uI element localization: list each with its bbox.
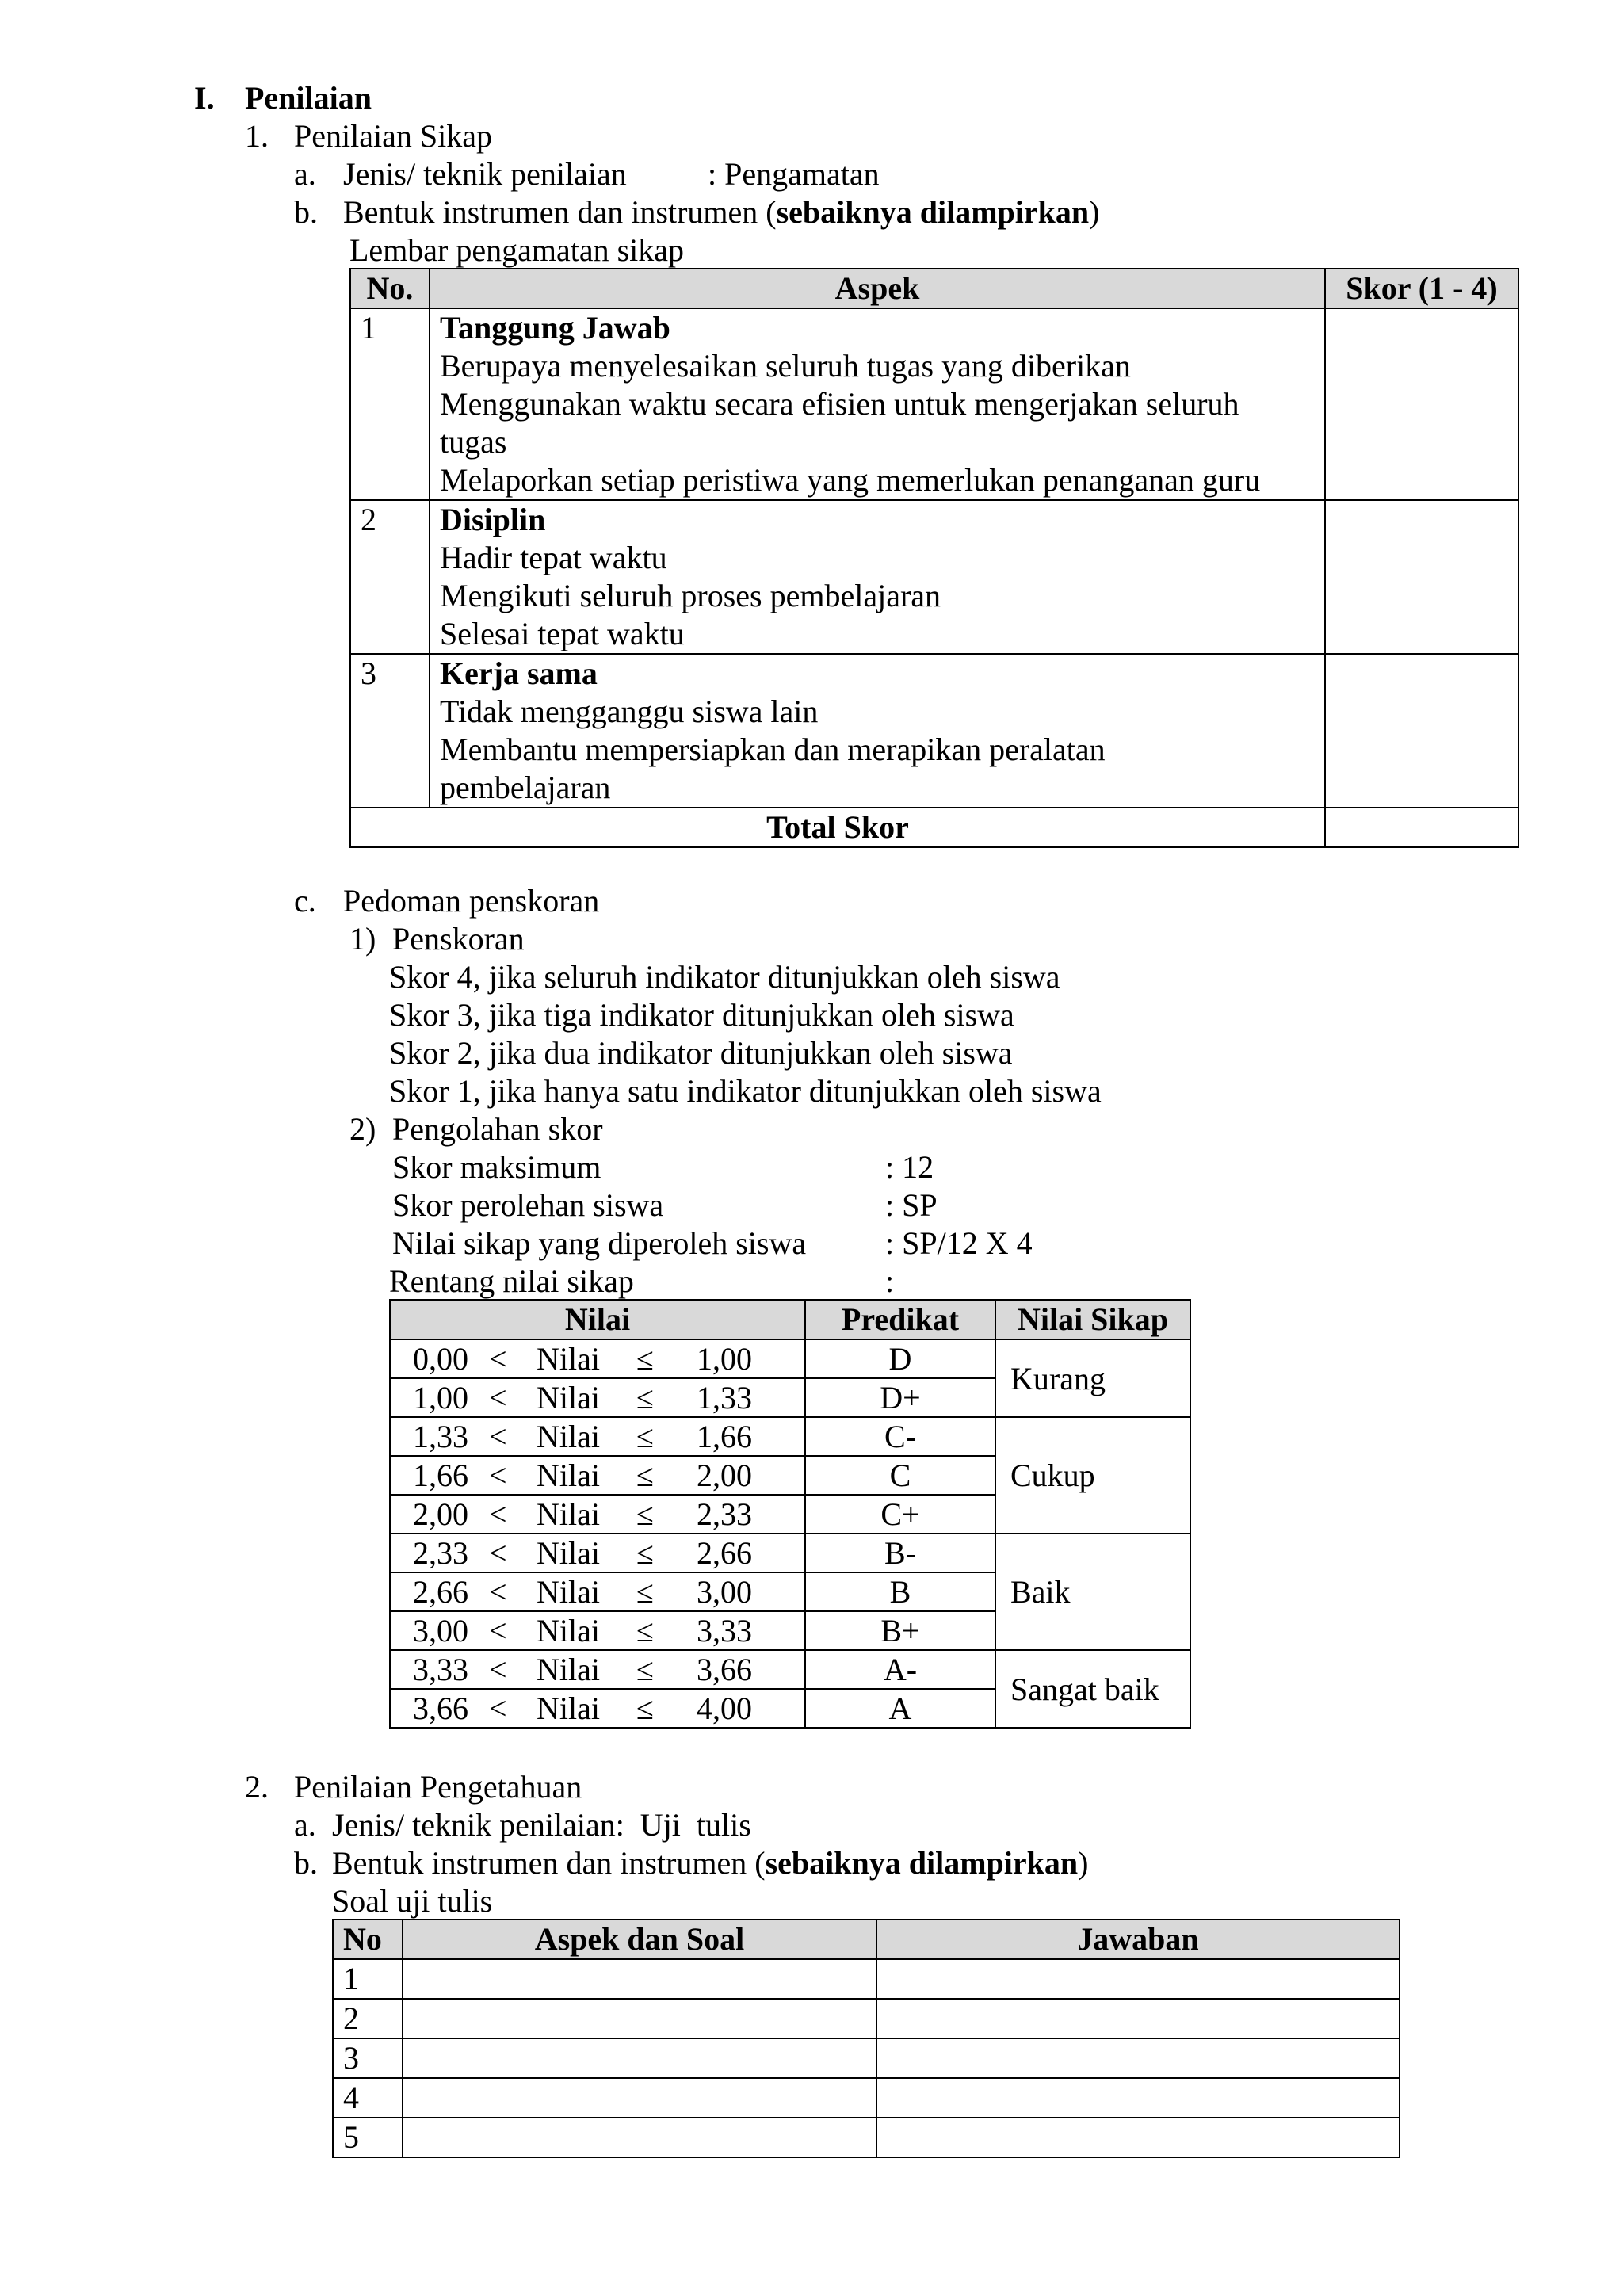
item-letter: a. bbox=[294, 156, 316, 192]
nilai-high: 1,00 bbox=[697, 1341, 752, 1377]
indikator: Selesai tepat waktu bbox=[440, 616, 685, 651]
less-than-sign: < bbox=[489, 1457, 507, 1493]
less-than-sign: < bbox=[489, 1535, 507, 1571]
pengolahan-label: Skor perolehan siswa bbox=[392, 1187, 664, 1223]
item-letter: a. bbox=[294, 1807, 316, 1843]
total-skor-label: Total Skor bbox=[350, 808, 1325, 847]
less-than-sign: < bbox=[489, 1496, 507, 1532]
pengolahan-label: Skor maksimum bbox=[392, 1149, 601, 1185]
penskoran-title: Penskoran bbox=[392, 921, 525, 957]
nilai-high: 1,66 bbox=[697, 1419, 752, 1454]
bentuk-instrumen-text: Bentuk instrumen dan instrumen (sebaiknya dilampirkan) bbox=[343, 194, 1100, 230]
indikator: Tidak mengganggu siswa lain bbox=[440, 693, 819, 729]
less-than-sign: < bbox=[489, 1574, 507, 1610]
header-skor: Skor (1 - 4) bbox=[1325, 269, 1518, 308]
less-equal-sign: ≤ bbox=[636, 1652, 654, 1687]
nilai-high: 2,66 bbox=[697, 1535, 752, 1571]
subsection-title: Penilaian Pengetahuan bbox=[294, 1769, 582, 1805]
rentang-nilai-table bbox=[389, 1299, 1191, 1729]
item-letter: c. bbox=[294, 883, 316, 919]
nilai-range bbox=[390, 1495, 805, 1534]
row-number: 1 bbox=[333, 1959, 403, 1999]
indikator: Melaporkan setiap peristiwa yang memerlukan penanganan guru bbox=[440, 462, 1261, 498]
less-equal-sign: ≤ bbox=[636, 1419, 654, 1454]
item-letter: b. bbox=[294, 194, 318, 230]
row-number: 3 bbox=[333, 2038, 403, 2078]
list-number: 1) bbox=[349, 921, 376, 957]
penskoran-line: Skor 3, jika tiga indikator ditunjukkan oleh siswa bbox=[389, 997, 1014, 1033]
pengolahan-value: : bbox=[885, 1263, 895, 1299]
row-number: 5 bbox=[333, 2118, 403, 2157]
less-than-sign: < bbox=[489, 1690, 507, 1726]
less-equal-sign: ≤ bbox=[636, 1457, 654, 1493]
table-row bbox=[333, 2118, 1400, 2157]
less-than-sign: < bbox=[489, 1341, 507, 1377]
table-row bbox=[390, 1339, 1190, 1378]
nilai-word: Nilai bbox=[537, 1341, 600, 1377]
table-row bbox=[333, 2038, 1400, 2078]
table-row bbox=[390, 1650, 1190, 1689]
pengolahan-label: Rentang nilai sikap bbox=[389, 1263, 634, 1299]
jawaban-cell bbox=[876, 1999, 1400, 2038]
list-number: 2) bbox=[349, 1111, 376, 1147]
nilai-low: 3,33 bbox=[413, 1652, 468, 1687]
predikat-cell: D bbox=[805, 1339, 995, 1378]
nilai-high: 3,66 bbox=[697, 1652, 752, 1687]
nilai-word: Nilai bbox=[537, 1380, 600, 1415]
nilai-word: Nilai bbox=[537, 1535, 600, 1571]
subsection-number: 2. bbox=[245, 1769, 269, 1805]
penskoran-line: Skor 1, jika hanya satu indikator ditunjukkan oleh siswa bbox=[389, 1073, 1102, 1109]
nilai-range bbox=[390, 1456, 805, 1495]
table-row bbox=[333, 2078, 1400, 2118]
aspek-soal-cell bbox=[403, 1959, 876, 1999]
skor-cell bbox=[1325, 308, 1518, 500]
nilai-range bbox=[390, 1572, 805, 1611]
row-number: 2 bbox=[333, 1999, 403, 2038]
aspek-title: Tanggung Jawab bbox=[440, 310, 670, 346]
nilai-low: 1,00 bbox=[413, 1380, 468, 1415]
nilai-high: 3,33 bbox=[697, 1613, 752, 1648]
jenis-teknik-label: Jenis/ teknik penilaian bbox=[343, 156, 627, 192]
predikat-cell: A- bbox=[805, 1650, 995, 1689]
nilai-low: 2,33 bbox=[413, 1535, 468, 1571]
aspek-title: Kerja sama bbox=[440, 655, 598, 691]
jawaban-cell bbox=[876, 2038, 1400, 2078]
nilai-high: 1,33 bbox=[697, 1380, 752, 1415]
total-skor-cell bbox=[1325, 808, 1518, 847]
nilai-word: Nilai bbox=[537, 1457, 600, 1493]
penskoran-line: Skor 4, jika seluruh indikator ditunjukkan oleh siswa bbox=[389, 959, 1060, 995]
predikat-cell: A bbox=[805, 1689, 995, 1728]
nilai-low: 2,00 bbox=[413, 1496, 468, 1532]
less-than-sign: < bbox=[489, 1613, 507, 1648]
nilai-range bbox=[390, 1417, 805, 1456]
nilai-word: Nilai bbox=[537, 1574, 600, 1610]
aspek-cell bbox=[430, 308, 1325, 500]
header-no: No. bbox=[350, 269, 430, 308]
less-than-sign: < bbox=[489, 1380, 507, 1415]
nilai-word: Nilai bbox=[537, 1613, 600, 1648]
nilai-range bbox=[390, 1689, 805, 1728]
section-number: I. bbox=[194, 80, 215, 116]
header-jawaban: Jawaban bbox=[876, 1920, 1400, 1959]
pengolahan-value: : SP/12 X 4 bbox=[885, 1225, 1033, 1261]
nilai-range bbox=[390, 1339, 805, 1378]
nilai-word: Nilai bbox=[537, 1419, 600, 1454]
table-row bbox=[350, 500, 1518, 654]
indikator: Membantu mempersiapkan dan merapikan peralatan bbox=[440, 732, 1106, 767]
less-equal-sign: ≤ bbox=[636, 1613, 654, 1648]
nilai-range bbox=[390, 1534, 805, 1572]
aspek-cell bbox=[430, 500, 1325, 654]
pengolahan-label: Nilai sikap yang diperoleh siswa bbox=[392, 1225, 807, 1261]
nilai-sikap-cell: Baik bbox=[995, 1534, 1190, 1650]
item-letter: b. bbox=[294, 1845, 318, 1881]
pedoman-title: Pedoman penskoran bbox=[343, 883, 600, 919]
nilai-word: Nilai bbox=[537, 1690, 600, 1726]
less-than-sign: < bbox=[489, 1419, 507, 1454]
jawaban-cell bbox=[876, 1959, 1400, 1999]
total-row bbox=[350, 808, 1518, 847]
table-row bbox=[350, 654, 1518, 808]
predikat-cell: B- bbox=[805, 1534, 995, 1572]
nilai-range bbox=[390, 1611, 805, 1650]
lembar-label: Lembar pengamatan sikap bbox=[349, 232, 685, 268]
row-number: 4 bbox=[333, 2078, 403, 2118]
aspek-soal-cell bbox=[403, 2038, 876, 2078]
indikator: pembelajaran bbox=[440, 770, 611, 805]
nilai-range bbox=[390, 1378, 805, 1417]
indikator: Hadir tepat waktu bbox=[440, 540, 667, 575]
subsection-title: Penilaian Sikap bbox=[294, 118, 492, 154]
predikat-cell: C+ bbox=[805, 1495, 995, 1534]
less-than-sign: < bbox=[489, 1652, 507, 1687]
table-row bbox=[390, 1534, 1190, 1572]
nilai-word: Nilai bbox=[537, 1496, 600, 1532]
aspek-soal-cell bbox=[403, 1999, 876, 2038]
indikator: Berupaya menyelesaikan seluruh tugas yang diberikan bbox=[440, 348, 1131, 384]
less-equal-sign: ≤ bbox=[636, 1341, 654, 1377]
nilai-sikap-cell: Sangat baik bbox=[995, 1650, 1190, 1728]
skor-cell bbox=[1325, 654, 1518, 808]
less-equal-sign: ≤ bbox=[636, 1690, 654, 1726]
nilai-low: 2,66 bbox=[413, 1574, 468, 1610]
nilai-high: 2,33 bbox=[697, 1496, 752, 1532]
row-number: 1 bbox=[350, 308, 430, 500]
indikator: Menggunakan waktu secara efisien untuk mengerjakan seluruh bbox=[440, 386, 1239, 422]
pengolahan-title: Pengolahan skor bbox=[392, 1111, 603, 1147]
jawaban-cell bbox=[876, 2078, 1400, 2118]
jenis-teknik-text: Jenis/ teknik penilaian: Uji tulis bbox=[332, 1807, 751, 1843]
header-aspek-soal: Aspek dan Soal bbox=[403, 1920, 876, 1959]
nilai-high: 2,00 bbox=[697, 1457, 752, 1493]
header-nilai: Nilai bbox=[390, 1300, 805, 1339]
less-equal-sign: ≤ bbox=[636, 1496, 654, 1532]
predikat-cell: B bbox=[805, 1572, 995, 1611]
predikat-cell: D+ bbox=[805, 1378, 995, 1417]
bentuk-instrumen-text: Bentuk instrumen dan instrumen (sebaiknya dilampirkan) bbox=[332, 1845, 1089, 1881]
nilai-low: 0,00 bbox=[413, 1341, 468, 1377]
soal-label: Soal uji tulis bbox=[332, 1883, 493, 1919]
nilai-high: 4,00 bbox=[697, 1690, 752, 1726]
subsection-number: 1. bbox=[245, 118, 269, 154]
row-number: 3 bbox=[350, 654, 430, 808]
pengolahan-value: : 12 bbox=[885, 1149, 934, 1185]
predikat-cell: C bbox=[805, 1456, 995, 1495]
nilai-range bbox=[390, 1650, 805, 1689]
aspek-soal-cell bbox=[403, 2078, 876, 2118]
header-nilai-sikap: Nilai Sikap bbox=[995, 1300, 1190, 1339]
indikator: Mengikuti seluruh proses pembelajaran bbox=[440, 578, 941, 613]
predikat-cell: B+ bbox=[805, 1611, 995, 1650]
nilai-low: 3,66 bbox=[413, 1690, 468, 1726]
table-row bbox=[333, 1959, 1400, 1999]
nilai-sikap-cell: Cukup bbox=[995, 1417, 1190, 1534]
penskoran-line: Skor 2, jika dua indikator ditunjukkan oleh siswa bbox=[389, 1035, 1013, 1071]
nilai-high: 3,00 bbox=[697, 1574, 752, 1610]
header-predikat: Predikat bbox=[805, 1300, 995, 1339]
jawaban-cell bbox=[876, 2118, 1400, 2157]
indikator: tugas bbox=[440, 424, 507, 460]
nilai-low: 1,66 bbox=[413, 1457, 468, 1493]
nilai-sikap-cell: Kurang bbox=[995, 1339, 1190, 1417]
nilai-low: 3,00 bbox=[413, 1613, 468, 1648]
aspek-cell bbox=[430, 654, 1325, 808]
table-row bbox=[390, 1417, 1190, 1456]
table-row bbox=[350, 308, 1518, 500]
header-aspek: Aspek bbox=[430, 269, 1325, 308]
aspek-title: Disiplin bbox=[440, 502, 546, 537]
sikap-table bbox=[349, 268, 1519, 848]
jenis-teknik-value: : Pengamatan bbox=[708, 156, 880, 192]
nilai-low: 1,33 bbox=[413, 1419, 468, 1454]
predikat-cell: C- bbox=[805, 1417, 995, 1456]
header-no: No bbox=[333, 1920, 403, 1959]
pengolahan-value: : SP bbox=[885, 1187, 938, 1223]
skor-cell bbox=[1325, 500, 1518, 654]
less-equal-sign: ≤ bbox=[636, 1574, 654, 1610]
aspek-soal-cell bbox=[403, 2118, 876, 2157]
less-equal-sign: ≤ bbox=[636, 1380, 654, 1415]
table-row bbox=[333, 1999, 1400, 2038]
nilai-word: Nilai bbox=[537, 1652, 600, 1687]
row-number: 2 bbox=[350, 500, 430, 654]
less-equal-sign: ≤ bbox=[636, 1535, 654, 1571]
soal-table bbox=[332, 1919, 1400, 2158]
section-title: Penilaian bbox=[245, 80, 372, 116]
